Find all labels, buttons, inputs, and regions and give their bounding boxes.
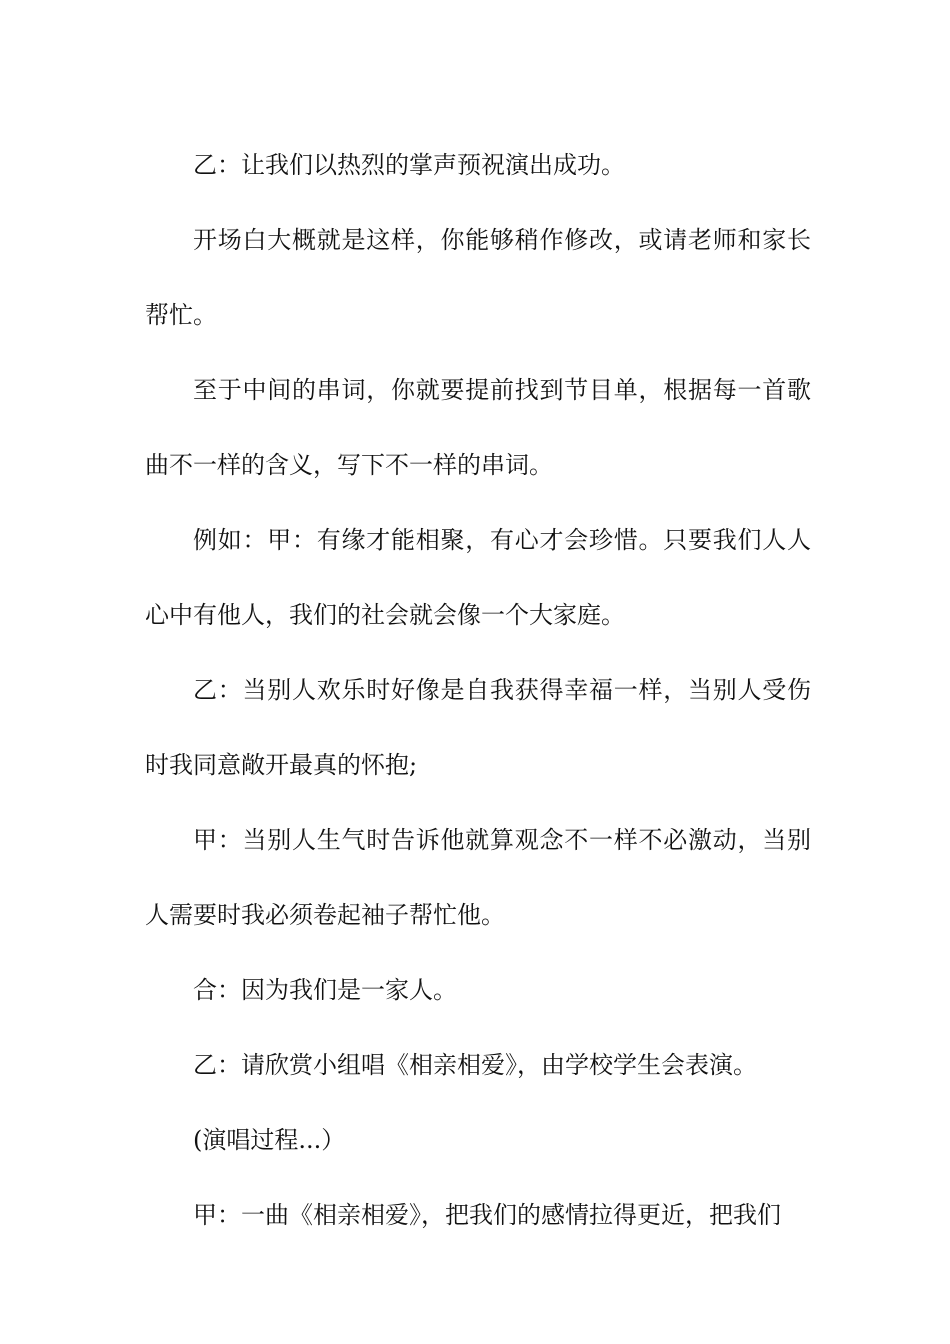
- paragraph: 开场白大概就是这样，你能够稍作修改，或请老师和家长帮忙。: [145, 226, 811, 329]
- paragraph: 例如：甲：有缘才能相聚，有心才会珍惜。只要我们人人心中有他人，我们的社会就会像一个大家庭。: [145, 526, 811, 629]
- paragraph: 乙：让我们以热烈的掌声预祝演出成功。: [193, 151, 625, 179]
- paragraph: 乙：当别人欢乐时好像是自我获得幸福一样，当别人受伤时我同意敞开最真的怀抱;: [145, 676, 811, 779]
- paragraph: 乙：请欣赏小组唱《相亲相爱》，由学校学生会表演。: [193, 1051, 757, 1079]
- paragraph: 甲：一曲《相亲相爱》，把我们的感情拉得更近，把我们: [193, 1201, 781, 1229]
- paragraph: 甲：当别人生气时告诉他就算观念不一样不必激动，当别人需要时我必须卷起袖子帮忙他。: [145, 826, 811, 929]
- paragraph: 合：因为我们是一家人。: [193, 976, 457, 1004]
- paragraph: (演唱过程...）: [193, 1126, 346, 1154]
- document-body: [145, 128, 811, 1253]
- paragraph: 至于中间的串词，你就要提前找到节目单，根据每一首歌曲不一样的含义，写下不一样的串词。: [145, 376, 811, 479]
